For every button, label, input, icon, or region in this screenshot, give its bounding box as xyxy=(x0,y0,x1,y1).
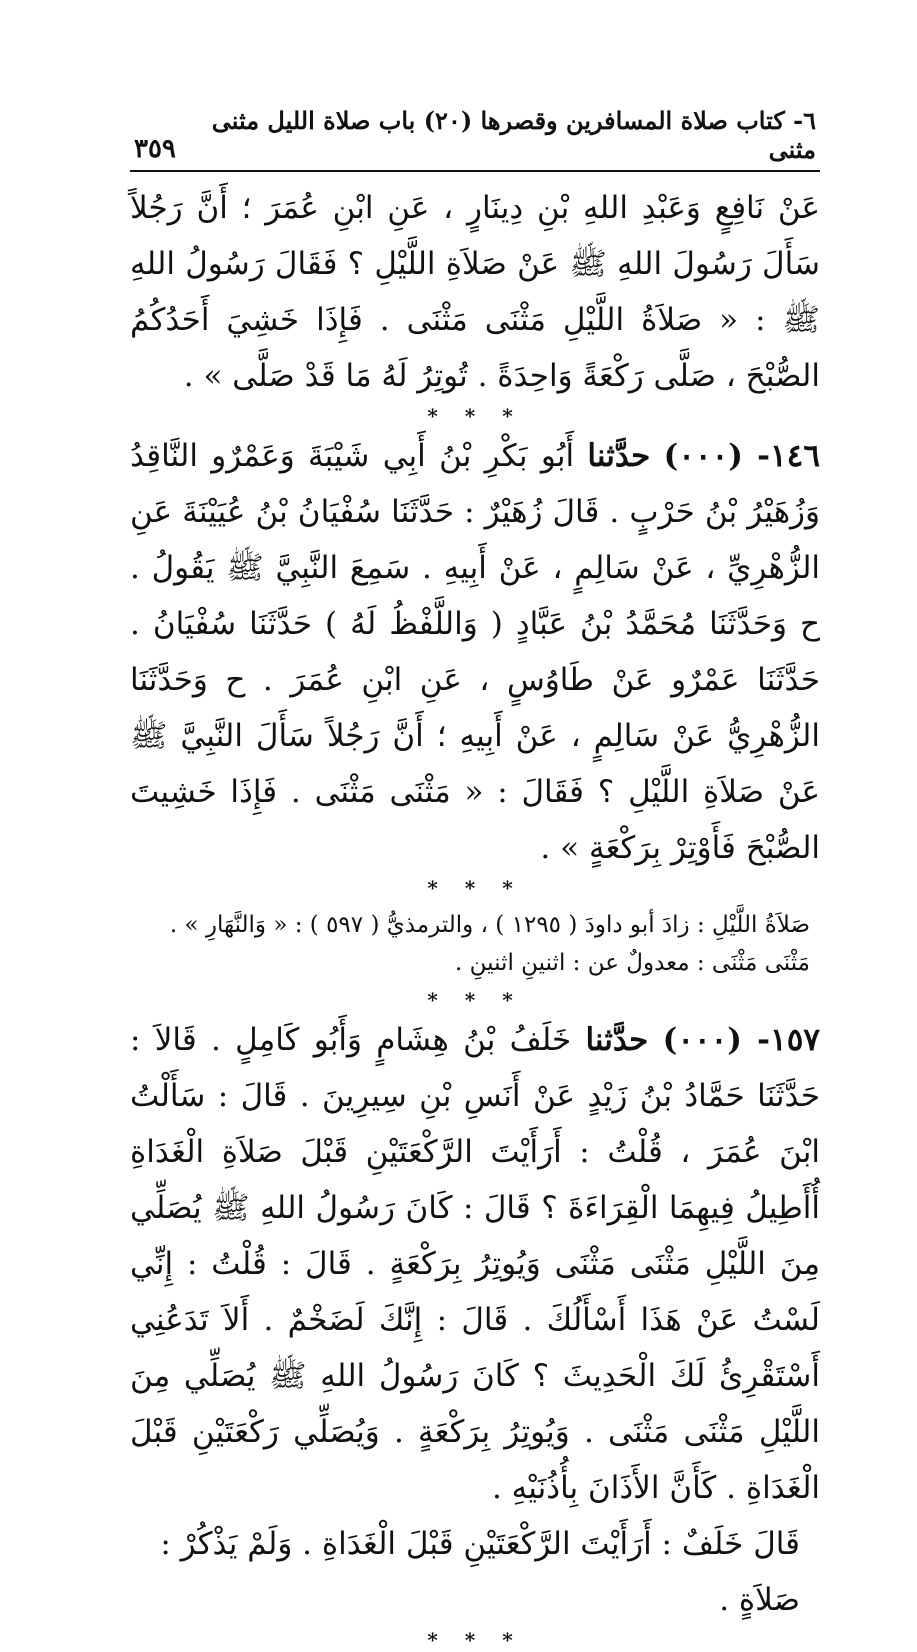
footnote-line: مَثْنَى مَثْنَى : معدولٌ عن : اثنينِ اثنينِ . xyxy=(455,950,810,976)
hadith-157 xyxy=(130,1012,820,1516)
running-title: ٦- كتاب صلاة المسافرين وقصرها (٢٠) باب صلاة الليل مثنى مثنى xyxy=(211,106,816,164)
section-separator: * * * xyxy=(427,876,523,900)
section-separator: * * * xyxy=(427,988,523,1012)
hadith-number: ١٤٦- (٠٠٠) xyxy=(663,438,820,474)
section-separator: * * * xyxy=(427,404,523,428)
footnotes xyxy=(130,906,810,982)
haddathana-word: حدَّثنا xyxy=(585,1022,649,1058)
hadith-157-closing: قَالَ خَلَفٌ : أَرَأَيْتَ الرَّكْعَتَيْنِ قَبْلَ الْغَدَاةِ . وَلَمْ يَذْكُرْ : صَلاَةٍ . xyxy=(160,1526,800,1618)
footnote-line: صَلاَةُ اللَّيْلِ : زادَ أبو داودَ ( ١٢٩٥ ) ، والترمذيُّ ( ٥٩٧ ) : « وَالنَّهَارِ » . xyxy=(169,912,810,938)
hadith-number: ١٥٧- (٠٠٠) xyxy=(662,1022,820,1058)
page-number: ٣٥٩ xyxy=(134,134,176,164)
page-header xyxy=(130,106,820,172)
hadith-146 xyxy=(130,428,820,876)
hadith-text: أَبُو بَكْرِ بْنُ أَبِي شَيْبَةَ وَعَمْرٌو النَّاقِدُ وَزُهَيْرُ بْنُ حَرْبٍ . قَالَ زُهَيْرٌ : حَدَّثَنَا سُفْيَانُ بْنُ عُيَيْنَةَ عَنِ الزُّهْرِيِّ ، عَنْ سَالِمٍ ، عَنْ أَبِيهِ . سَمِعَ النَّبِيَّ ﷺ يَقُولُ . ح وَحَدَّثَنَا مُحَمَّدُ بْنُ عَبَّادٍ ( وَاللَّفْظُ لَهُ ) حَدَّثَنَا سُفْيَانُ . حَدَّثَنَا عَمْرٌو عَنْ طَاوُسٍ ، عَنِ ابْنِ عُمَرَ . ح وَحَدَّثَنَا الزُّهْرِيُّ عَنْ سَالِمٍ ، عَنْ أَبِيهِ ؛ أَنَّ رَجُلاً سَأَلَ النَّبِيَّ ﷺ عَنْ صَلاَةِ اللَّيْلِ ؟ فَقَالَ : « مَثْنَى مَثْنَى . فَإِذَا خَشِيتَ الصُّبْحَ فَأَوْتِرْ بِرَكْعَةٍ » . xyxy=(130,438,820,866)
haddathana-word: حدَّثنا xyxy=(587,438,651,474)
section-separator: * * * xyxy=(427,1628,523,1652)
hadith-text: خَلَفُ بْنُ هِشَامٍ وَأَبُو كَامِلٍ . قَالاَ : حَدَّثَنَا حَمَّادُ بْنُ زَيْدٍ عَنْ أَنَسِ بْنِ سِيرِينَ . قَالَ : سَأَلْتُ ابْنَ عُمَرَ ، قُلْتُ : أَرَأَيْتَ الرَّكْعَتَيْنِ قَبْلَ صَلاَةِ الْغَدَاةِ أُأَطِيلُ فِيهِمَا الْقِرَاءَةَ ؟ قَالَ : كَانَ رَسُولُ اللهِ ﷺ يُصَلِّي مِنَ اللَّيْلِ مَثْنَى مَثْنَى وَيُوتِرُ بِرَكْعَةٍ . قَالَ : قُلْتُ : إِنِّي لَسْتُ عَنْ هَذَا أَسْأَلُكَ . قَالَ : إِنَّكَ لَضَخْمٌ . أَلاَ تَدَعُنِي أَسْتَقْرِئُ لَكَ الْحَدِيثَ ؟ كَانَ رَسُولُ اللهِ ﷺ يُصَلِّي مِنَ اللَّيْلِ مَثْنَى مَثْنَى . وَيُوتِرُ بِرَكْعَةٍ . وَيُصَلِّي رَكْعَتَيْنِ قَبْلَ الْغَدَاةِ . كَأَنَّ الأَذَانَ بِأُذُنَيْهِ . xyxy=(130,1022,820,1506)
book-page xyxy=(130,106,821,1652)
paragraph-continuation: عَنْ نَافِعٍ وَعَبْدِ اللهِ بْنِ دِينَارٍ ، عَنِ ابْنِ عُمَرَ ؛ أَنَّ رَجُلاً سَأَلَ رَسُولَ اللهِ ﷺ عَنْ صَلاَةِ اللَّيْلِ ؟ فَقَالَ رَسُولُ اللهِ ﷺ : « صَلاَةُ اللَّيْلِ مَثْنَى مَثْنَى . فَإِذَا خَشِيَ أَحَدُكُمُ الصُّبْحَ ، صَلَّى رَكْعَةً وَاحِدَةً . تُوتِرُ لَهُ مَا قَدْ صَلَّى » . xyxy=(130,190,821,394)
